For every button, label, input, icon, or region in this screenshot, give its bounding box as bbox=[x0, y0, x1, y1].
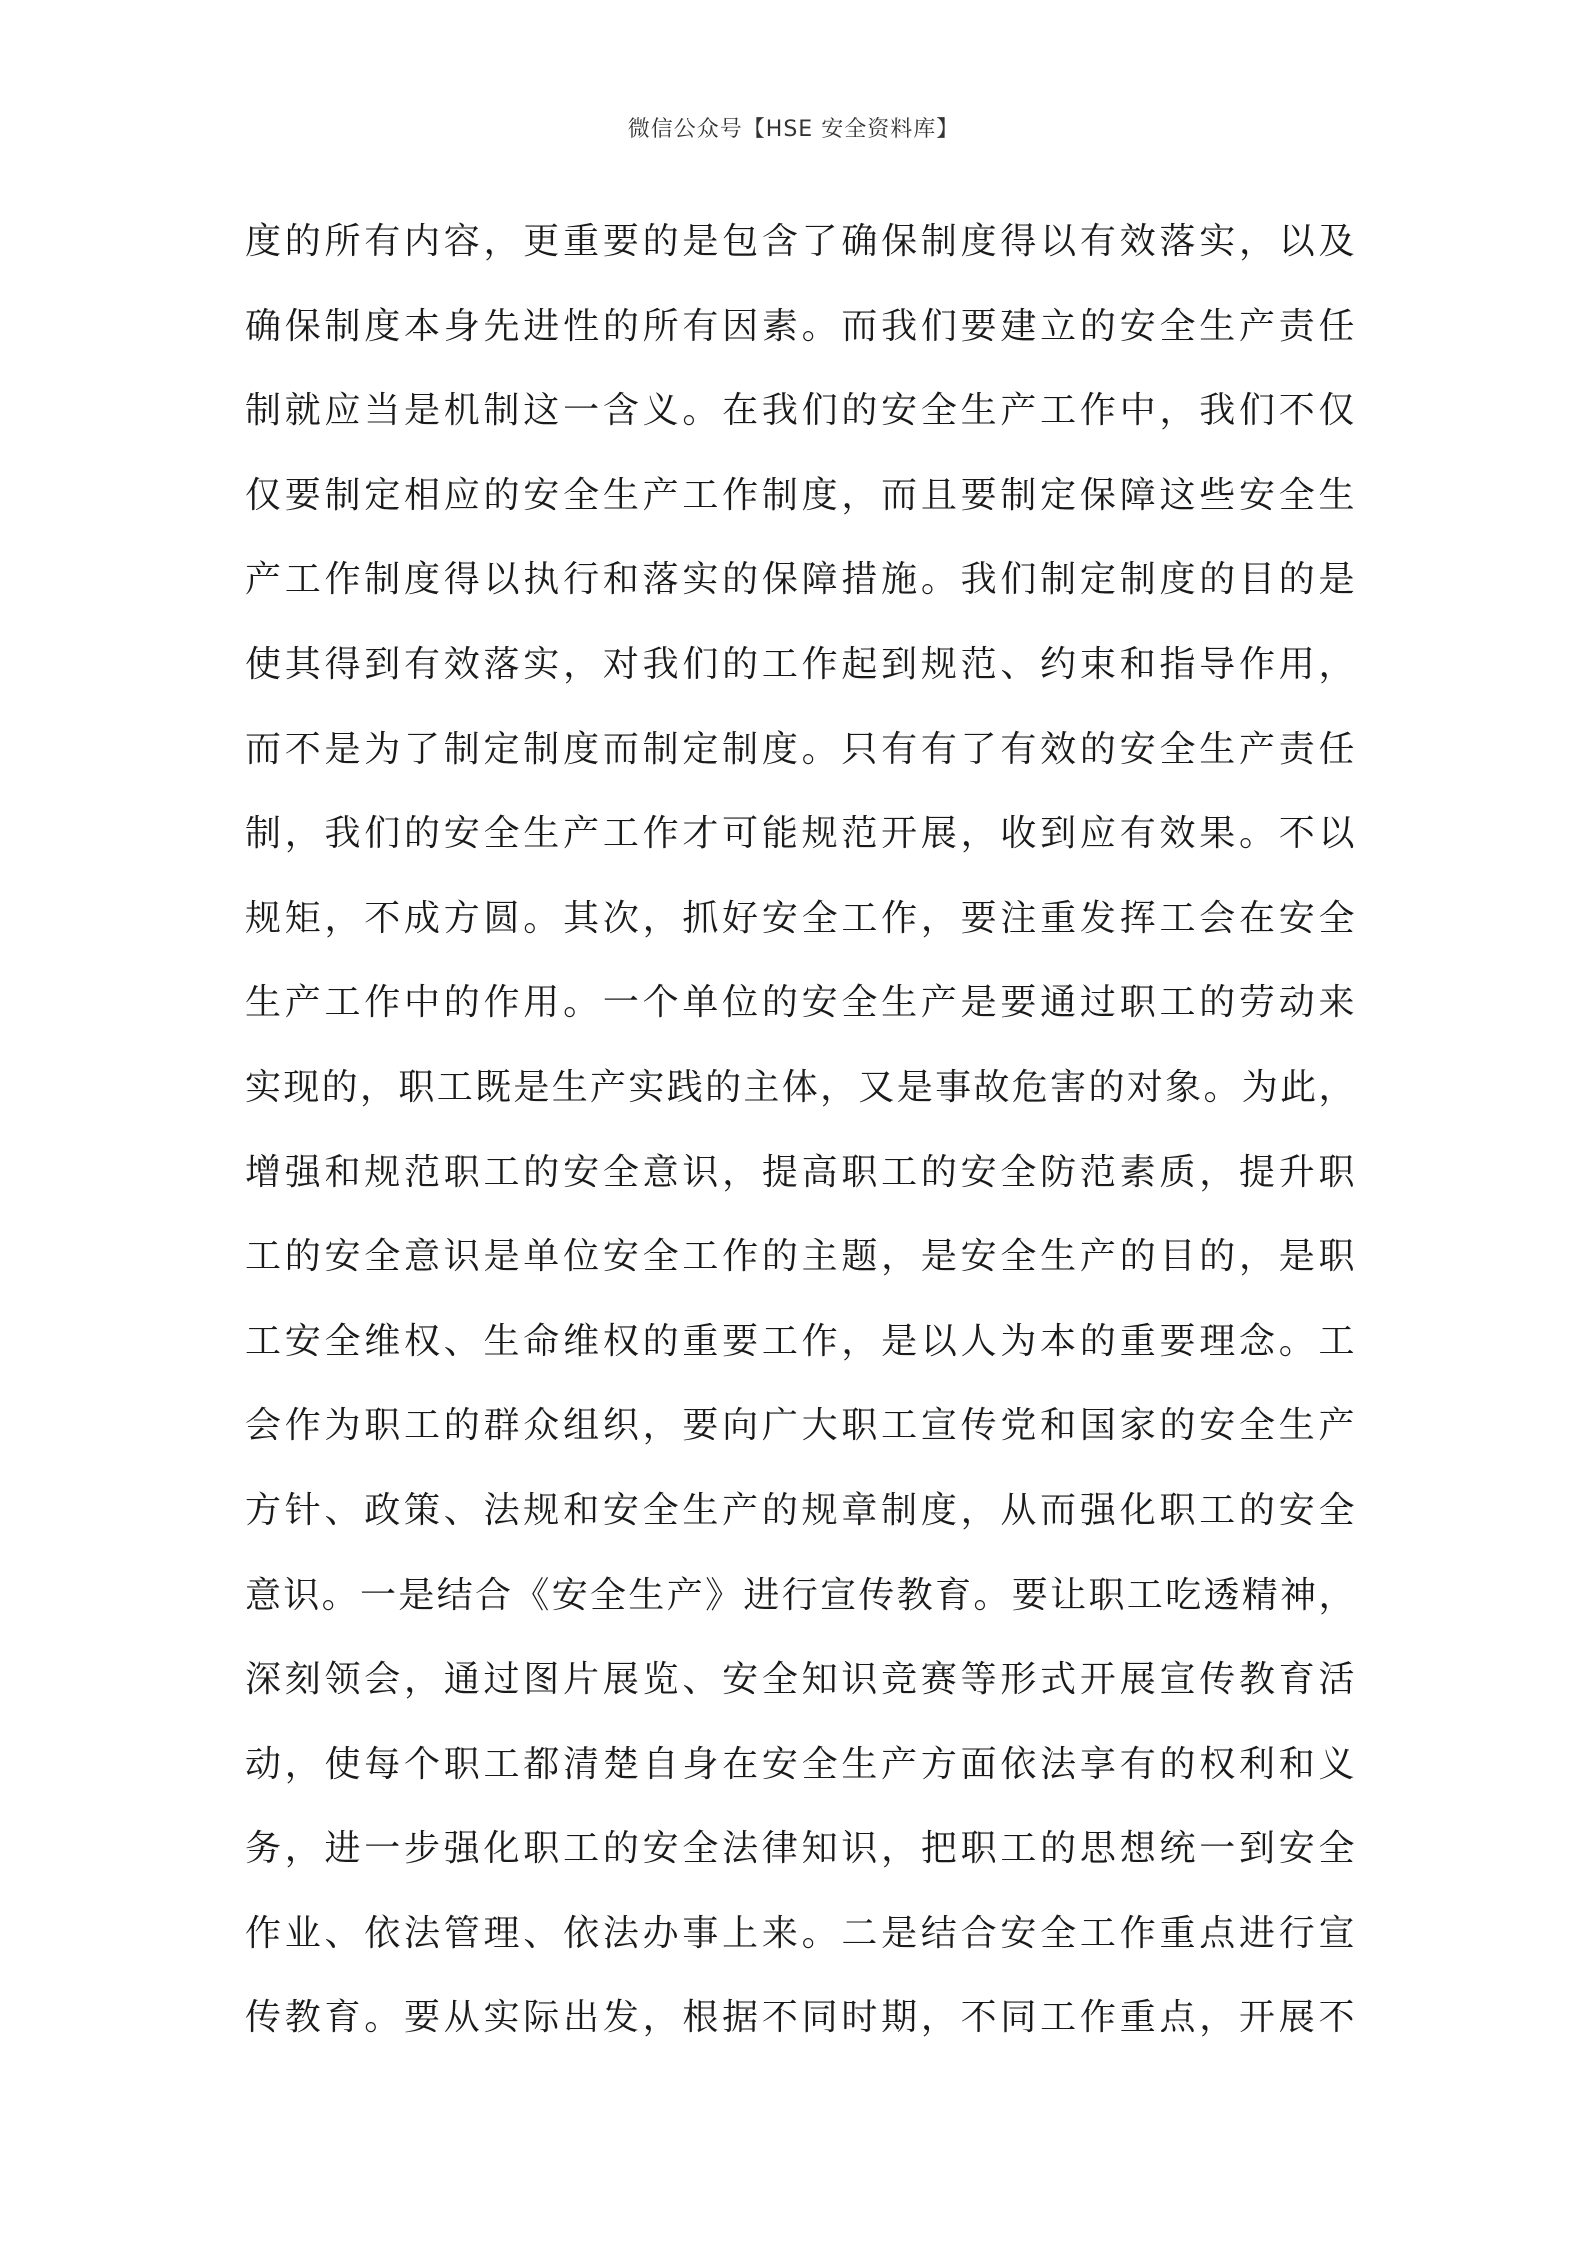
page-header: 微信公众号【HSE 安全资料库】 bbox=[627, 117, 960, 142]
text-line: 动，使每个职工都清楚自身在安全生产方面依法享有的权利和义 bbox=[245, 1743, 1355, 1785]
text-line: 生产工作中的作用。一个单位的安全生产是要通过职工的劳动来 bbox=[245, 982, 1355, 1024]
text-line: 确保制度本身先进性的所有因素。而我们要建立的安全生产责任 bbox=[245, 305, 1355, 347]
text-line: 制，我们的安全生产工作才可能规范开展，收到应有效果。不以 bbox=[245, 813, 1355, 855]
text-line: 作业、依法管理、依法办事上来。二是结合安全工作重点进行宣 bbox=[245, 1912, 1355, 1954]
text-line: 规矩，不成方圆。其次，抓好安全工作，要注重发挥工会在安全 bbox=[245, 897, 1355, 939]
text-line: 实现的，职工既是生产实践的主体，又是事故危害的对象。为此， bbox=[245, 1066, 1355, 1108]
text-line: 使其得到有效落实，对我们的工作起到规范、约束和指导作用， bbox=[245, 643, 1355, 685]
text-line: 传教育。要从实际出发，根据不同时期，不同工作重点，开展不 bbox=[245, 1997, 1355, 2039]
text-line: 仅要制定相应的安全生产工作制度，而且要制定保障这些安全生 bbox=[245, 474, 1355, 516]
text-line: 会作为职工的群众组织，要向广大职工宣传党和国家的安全生产 bbox=[245, 1405, 1355, 1447]
text-line: 产工作制度得以执行和落实的保障措施。我们制定制度的目的是 bbox=[245, 559, 1355, 601]
body-text bbox=[245, 200, 1355, 2061]
text-line: 工安全维权、生命维权的重要工作，是以人为本的重要理念。工 bbox=[245, 1320, 1355, 1362]
text-line: 工的安全意识是单位安全工作的主题，是安全生产的目的，是职 bbox=[245, 1236, 1355, 1278]
text-line: 意识。一是结合《安全生产》进行宣传教育。要让职工吃透精神， bbox=[245, 1574, 1355, 1616]
text-line: 而不是为了制定制度而制定制度。只有有了有效的安全生产责任 bbox=[245, 728, 1355, 770]
text-line: 务，进一步强化职工的安全法律知识，把职工的思想统一到安全 bbox=[245, 1828, 1355, 1870]
text-line: 度的所有内容，更重要的是包含了确保制度得以有效落实，以及 bbox=[245, 221, 1355, 262]
text-line: 增强和规范职工的安全意识，提高职工的安全防范素质，提升职 bbox=[245, 1151, 1355, 1193]
text-line: 方针、政策、法规和安全生产的规章制度，从而强化职工的安全 bbox=[245, 1489, 1355, 1531]
text-line: 深刻领会，通过图片展览、安全知识竞赛等形式开展宣传教育活 bbox=[245, 1659, 1355, 1701]
text-line: 制就应当是机制这一含义。在我们的安全生产工作中，我们不仅 bbox=[245, 390, 1355, 432]
